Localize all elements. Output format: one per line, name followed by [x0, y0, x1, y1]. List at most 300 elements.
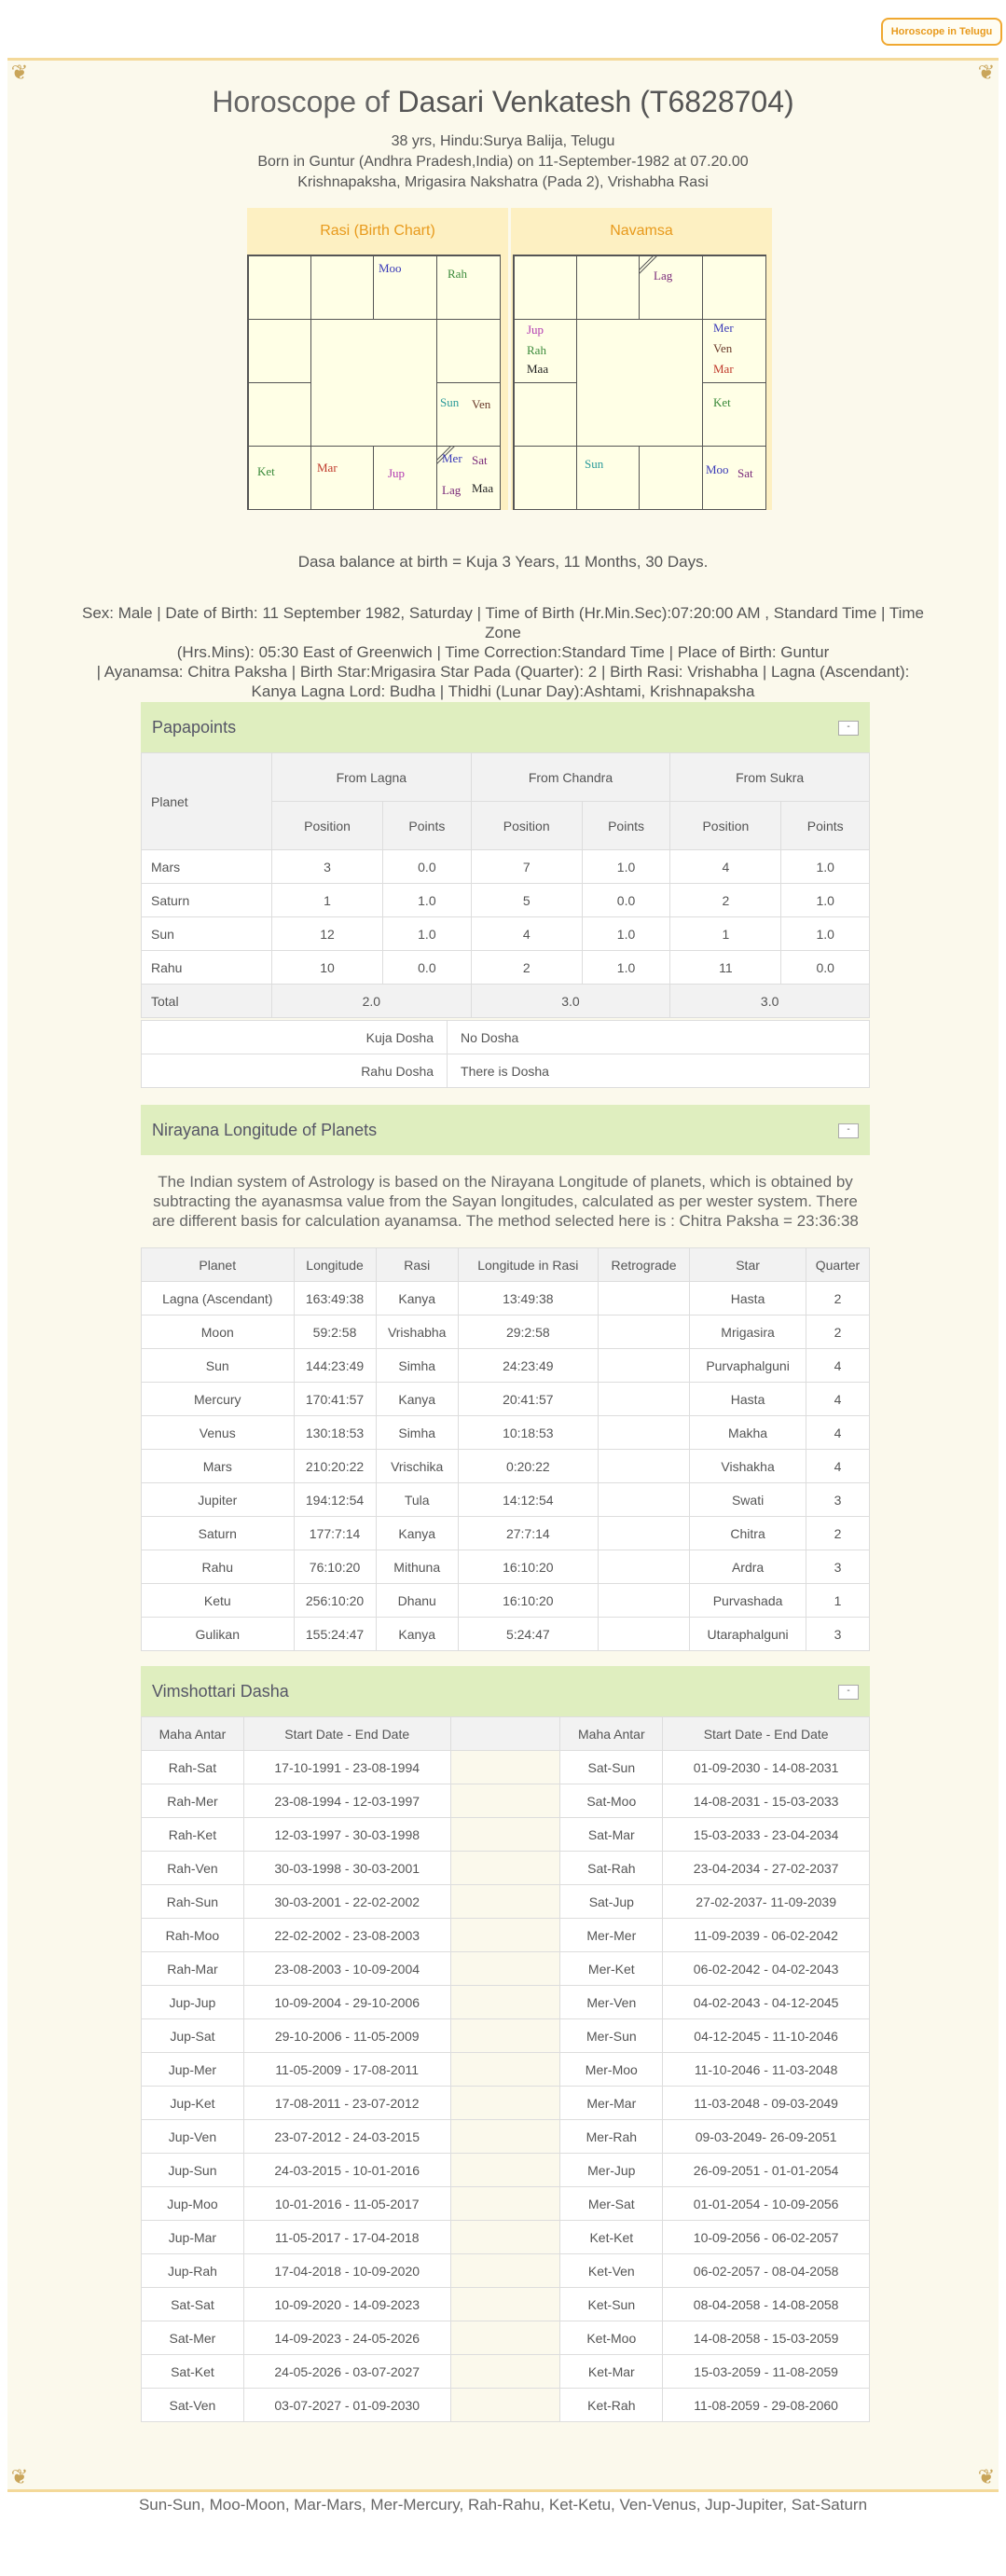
spacer-cell: [450, 2389, 560, 2422]
maha-antar-cell: Jup-Sat: [142, 2019, 244, 2053]
maha-antar-cell: Mer-Sat: [560, 2187, 663, 2221]
table-row: [142, 1517, 870, 1550]
date-range-cell: 11-10-2046 - 11-03-2048: [663, 2053, 870, 2087]
table-row: [142, 2288, 870, 2321]
table-row: [142, 1885, 870, 1919]
table-row: [142, 2389, 870, 2422]
date-range-cell: 17-04-2018 - 10-09-2020: [243, 2254, 450, 2288]
nirayana-cell: Kanya: [376, 1383, 458, 1416]
table-row: [142, 850, 870, 884]
nirayana-header: [141, 1105, 870, 1155]
nirayana-col-header: Rasi: [376, 1248, 458, 1282]
maha-antar-cell: Ket-Ket: [560, 2221, 663, 2254]
planet-name-cell: Mars: [142, 850, 272, 884]
total-value: 2.0: [272, 985, 472, 1018]
nirayana-cell: 20:41:57: [458, 1383, 598, 1416]
nirayana-cell: [598, 1349, 689, 1383]
vimshottari-collapse-button[interactable]: -: [838, 1685, 859, 1700]
nirayana-cell: Chitra: [690, 1517, 806, 1550]
vimshottari-col-header: Maha Antar: [560, 1717, 663, 1751]
value-cell: 1.0: [781, 850, 870, 884]
nirayana-cell: 5:24:47: [458, 1618, 598, 1651]
papapoints-table: [141, 752, 870, 1018]
date-range-cell: 11-09-2039 - 06-02-2042: [663, 1919, 870, 1952]
dosha-row: [142, 1021, 870, 1054]
value-cell: 0.0: [781, 951, 870, 985]
navamsa-house: [576, 446, 640, 510]
value-cell: 4: [670, 850, 781, 884]
nirayana-cell: Mrigasira: [690, 1316, 806, 1349]
maha-antar-cell: Sat-Moo: [560, 1784, 663, 1818]
nirayana-cell: 14:12:54: [458, 1483, 598, 1517]
value-cell: 0.0: [582, 884, 670, 917]
rasi-planet-sun: Sun: [440, 395, 460, 409]
col-planet: Planet: [142, 753, 272, 850]
nirayana-col-header: Longitude: [294, 1248, 376, 1282]
nirayana-cell: Simha: [376, 1416, 458, 1450]
table-row: [142, 2019, 870, 2053]
nirayana-cell: 170:41:57: [294, 1383, 376, 1416]
maha-antar-cell: Rah-Sat: [142, 1751, 244, 1784]
nirayana-cell: Mars: [142, 1450, 295, 1483]
nirayana-cell: Lagna (Ascendant): [142, 1282, 295, 1316]
vimshottari-table: [141, 1716, 870, 2422]
nirayana-cell: 2: [806, 1282, 869, 1316]
dosha-row: [142, 1054, 870, 1088]
spacer-header: [450, 1717, 560, 1751]
date-range-cell: 01-01-2054 - 10-09-2056: [663, 2187, 870, 2221]
navamsa-house: [514, 446, 577, 510]
navamsa-grid: [513, 255, 766, 510]
navamsa-house: [514, 382, 577, 447]
nirayana-cell: [598, 1282, 689, 1316]
nirayana-cell: 3: [806, 1618, 869, 1651]
spacer-cell: [450, 1852, 560, 1885]
value-cell: 4: [471, 917, 582, 951]
nirayana-cell: Vrischika: [376, 1450, 458, 1483]
table-row: [142, 2187, 870, 2221]
spacer-cell: [450, 2019, 560, 2053]
nirayana-col-header: Retrograde: [598, 1248, 689, 1282]
papapoints-title: Papapoints: [152, 718, 237, 737]
maha-antar-cell: Ket-Moo: [560, 2321, 663, 2355]
maha-antar-cell: Jup-Ven: [142, 2120, 244, 2154]
col-position: Position: [670, 802, 781, 850]
date-range-cell: 14-08-2031 - 15-03-2033: [663, 1784, 870, 1818]
table-row: [142, 1282, 870, 1316]
maha-antar-cell: Mer-Jup: [560, 2154, 663, 2187]
value-cell: 3: [272, 850, 383, 884]
col-from-chandra: From Chandra: [471, 753, 670, 802]
date-range-cell: 11-03-2048 - 09-03-2049: [663, 2087, 870, 2120]
dosha-table: [141, 1020, 870, 1088]
date-range-cell: 26-09-2051 - 01-01-2054: [663, 2154, 870, 2187]
navamsa-planet-ven: Ven: [713, 341, 733, 355]
navamsa-chart-body: [511, 255, 772, 510]
maha-antar-cell: Rah-Moo: [142, 1919, 244, 1952]
date-range-cell: 03-07-2027 - 01-09-2030: [243, 2389, 450, 2422]
top-bar: [0, 0, 1006, 58]
nirayana-cell: Sun: [142, 1349, 295, 1383]
navamsa-planet-lag: Lag: [654, 269, 673, 282]
table-row: [142, 1784, 870, 1818]
nirayana-cell: Saturn: [142, 1517, 295, 1550]
maha-antar-cell: Rah-Mer: [142, 1784, 244, 1818]
spacer-cell: [450, 2355, 560, 2389]
rasi-chart-body: [247, 255, 508, 510]
total-row: [142, 985, 870, 1018]
rasi-house: [436, 382, 501, 447]
vimshottari-panel: [141, 1666, 870, 2422]
details-line-2: (Hrs.Mins): 05:30 East of Greenwich | Time Correction:Standard Time | Place of Birth: Guntur: [176, 643, 830, 661]
date-range-cell: 15-03-2059 - 11-08-2059: [663, 2355, 870, 2389]
rasi-house: [436, 255, 501, 320]
navamsa-house: [639, 446, 703, 510]
spacer-cell: [450, 2120, 560, 2154]
nirayana-cell: Utaraphalguni: [690, 1618, 806, 1651]
rasi-planet-jup: Jup: [388, 466, 406, 480]
nirayana-cell: 194:12:54: [294, 1483, 376, 1517]
value-cell: 5: [471, 884, 582, 917]
planet-abbreviations: Sun-Sun, Moo-Moon, Mar-Mars, Mer-Mercury, Rah-Rahu, Ket-Ketu, Ven-Venus, Jup-Jupiter, Sat-Saturn: [138, 2496, 868, 2514]
nirayana-cell: 27:7:14: [458, 1517, 598, 1550]
nirayana-cell: 163:49:38: [294, 1282, 376, 1316]
spacer-cell: [450, 2154, 560, 2187]
table-row: [142, 1751, 870, 1784]
total-value: 3.0: [471, 985, 670, 1018]
maha-antar-cell: Jup-Rah: [142, 2254, 244, 2288]
rasi-planet-lag: Lag: [442, 483, 462, 497]
navamsa-planet-rah: Rah: [527, 343, 546, 357]
value-cell: 11: [670, 951, 781, 985]
nirayana-cell: Dhanu: [376, 1584, 458, 1618]
ornament-corner-icon: ❦: [10, 61, 29, 84]
spacer-cell: [450, 2254, 560, 2288]
table-row: [142, 1349, 870, 1383]
vimshottari-col-header: Maha Antar: [142, 1717, 244, 1751]
nirayana-cell: Hasta: [690, 1383, 806, 1416]
nirayana-cell: 3: [806, 1550, 869, 1584]
nirayana-cell: 177:7:14: [294, 1517, 376, 1550]
navamsa-planet-ket: Ket: [713, 395, 731, 409]
date-range-cell: 10-09-2020 - 14-09-2023: [243, 2288, 450, 2321]
maha-antar-cell: Sat-Mer: [142, 2321, 244, 2355]
maha-antar-cell: Mer-Moo: [560, 2053, 663, 2087]
table-row: [142, 1618, 870, 1651]
date-range-cell: 14-09-2023 - 24-05-2026: [243, 2321, 450, 2355]
maha-antar-cell: Sat-Sun: [560, 1751, 663, 1784]
rasi-grid: [247, 255, 501, 510]
col-points: Points: [383, 802, 472, 850]
nirayana-cell: [598, 1450, 689, 1483]
maha-antar-cell: Sat-Ven: [142, 2389, 244, 2422]
date-range-cell: 23-08-1994 - 12-03-1997: [243, 1784, 450, 1818]
dosha-value: There is Dosha: [448, 1054, 870, 1088]
maha-antar-cell: Mer-Mar: [560, 2087, 663, 2120]
dosha-label: Kuja Dosha: [142, 1021, 448, 1054]
rasi-house: [310, 255, 374, 320]
page-title: [7, 85, 999, 119]
table-row: [142, 1550, 870, 1584]
nirayana-cell: Purvaphalguni: [690, 1349, 806, 1383]
subtitle-line-1: 38 yrs, Hindu:Surya Balija, Telugu: [391, 133, 615, 149]
maha-antar-cell: Sat-Jup: [560, 1885, 663, 1919]
navamsa-chart-title: Navamsa: [511, 208, 772, 255]
nirayana-cell: 144:23:49: [294, 1349, 376, 1383]
nirayana-cell: Hasta: [690, 1282, 806, 1316]
spacer-cell: [450, 2221, 560, 2254]
date-range-cell: 15-03-2033 - 23-04-2034: [663, 1818, 870, 1852]
col-position: Position: [272, 802, 383, 850]
nirayana-cell: Purvashada: [690, 1584, 806, 1618]
table-row: [142, 2355, 870, 2389]
maha-antar-cell: Jup-Jup: [142, 1986, 244, 2019]
date-range-cell: 10-09-2004 - 29-10-2006: [243, 1986, 450, 2019]
vimshottari-col-header: Start Date - End Date: [243, 1717, 450, 1751]
nirayana-cell: 4: [806, 1450, 869, 1483]
nirayana-cell: 2: [806, 1517, 869, 1550]
birth-details: [63, 603, 943, 701]
table-row: [142, 884, 870, 917]
date-range-cell: 06-02-2042 - 04-02-2043: [663, 1952, 870, 1986]
date-range-cell: 11-08-2059 - 29-08-2060: [663, 2389, 870, 2422]
date-range-cell: 23-08-2003 - 10-09-2004: [243, 1952, 450, 1986]
table-row: [142, 1919, 870, 1952]
details-line-3: | Ayanamsa: Chitra Paksha | Birth Star:Mrigasira Star Pada (Quarter): 2 | Birth Rasi: Vrishabha | Lagna (Ascendant):: [96, 663, 910, 681]
papapoints-header: [141, 702, 870, 752]
horoscope-frame: [7, 58, 999, 2514]
spacer-cell: [450, 1885, 560, 1919]
nirayana-cell: Swati: [690, 1483, 806, 1517]
spacer-cell: [450, 2288, 560, 2321]
ornament-corner-icon: ❦: [10, 2465, 29, 2488]
maha-antar-cell: Rah-Ket: [142, 1818, 244, 1852]
rasi-planet-mer: Mer: [442, 451, 462, 465]
value-cell: 10: [272, 951, 383, 985]
rasi-planet-ven: Ven: [472, 397, 491, 411]
value-cell: 1.0: [781, 917, 870, 951]
papapoints-panel: [141, 702, 870, 1088]
date-range-cell: 30-03-2001 - 22-02-2002: [243, 1885, 450, 1919]
value-cell: 1.0: [383, 884, 472, 917]
dosha-label: Rahu Dosha: [142, 1054, 448, 1088]
table-row: [142, 2321, 870, 2355]
date-range-cell: 17-10-1991 - 23-08-1994: [243, 1751, 450, 1784]
nirayana-cell: 256:10:20: [294, 1584, 376, 1618]
nirayana-cell: 4: [806, 1416, 869, 1450]
spacer-cell: [450, 2187, 560, 2221]
navamsa-planet-maa: Maa: [527, 362, 549, 376]
table-row: [142, 2087, 870, 2120]
table-row: [142, 1584, 870, 1618]
maha-antar-cell: Mer-Rah: [560, 2120, 663, 2154]
nirayana-cell: 3: [806, 1483, 869, 1517]
rasi-chart: [247, 208, 508, 510]
maha-antar-cell: Rah-Mar: [142, 1952, 244, 1986]
col-from-lagna: From Lagna: [272, 753, 472, 802]
nirayana-cell: 16:10:20: [458, 1584, 598, 1618]
total-label: Total: [142, 985, 272, 1018]
nirayana-cell: Mithuna: [376, 1550, 458, 1584]
rasi-house: [248, 382, 311, 447]
value-cell: 12: [272, 917, 383, 951]
nirayana-cell: Jupiter: [142, 1483, 295, 1517]
value-cell: 1.0: [781, 884, 870, 917]
date-range-cell: 27-02-2037- 11-09-2039: [663, 1885, 870, 1919]
maha-antar-cell: Ket-Mar: [560, 2355, 663, 2389]
papapoints-collapse-button[interactable]: -: [838, 721, 859, 736]
horoscope-telugu-button[interactable]: Horoscope in Telugu: [881, 18, 1002, 46]
nirayana-cell: Kanya: [376, 1282, 458, 1316]
nirayana-cell: 1: [806, 1584, 869, 1618]
details-line-1: Sex: Male | Date of Birth: 11 September 1982, Saturday | Time of Birth (Hr.Min.Sec):07:20:00 AM , Standard Time | Time Zone: [81, 604, 924, 641]
nirayana-title: Nirayana Longitude of Planets: [152, 1121, 378, 1139]
maha-antar-cell: Jup-Moo: [142, 2187, 244, 2221]
ornament-corner-icon: ❦: [977, 2465, 996, 2488]
nirayana-cell: Kanya: [376, 1618, 458, 1651]
navamsa-house: [702, 446, 766, 510]
nirayana-cell: 13:49:38: [458, 1282, 598, 1316]
planet-name-cell: Saturn: [142, 884, 272, 917]
rasi-house: [310, 446, 374, 510]
date-range-cell: 10-01-2016 - 11-05-2017: [243, 2187, 450, 2221]
nirayana-collapse-button[interactable]: -: [838, 1123, 859, 1138]
nirayana-cell: 130:18:53: [294, 1416, 376, 1450]
dosha-value: No Dosha: [448, 1021, 870, 1054]
col-points: Points: [781, 802, 870, 850]
date-range-cell: 22-02-2002 - 23-08-2003: [243, 1919, 450, 1952]
maha-antar-cell: Jup-Mar: [142, 2221, 244, 2254]
navamsa-house: [576, 255, 640, 320]
value-cell: 7: [471, 850, 582, 884]
date-range-cell: 17-08-2011 - 23-07-2012: [243, 2087, 450, 2120]
nirayana-cell: [598, 1550, 689, 1584]
table-row: [142, 1483, 870, 1517]
nirayana-cell: 76:10:20: [294, 1550, 376, 1584]
date-range-cell: 08-04-2058 - 14-08-2058: [663, 2288, 870, 2321]
value-cell: 1.0: [582, 850, 670, 884]
table-row: [142, 1818, 870, 1852]
rasi-house: [248, 255, 311, 320]
value-cell: 1: [272, 884, 383, 917]
maha-antar-cell: Rah-Sun: [142, 1885, 244, 1919]
maha-antar-cell: Sat-Mar: [560, 1818, 663, 1852]
table-row: [142, 951, 870, 985]
spacer-cell: [450, 1952, 560, 1986]
table-row: [142, 1986, 870, 2019]
nirayana-cell: Rahu: [142, 1550, 295, 1584]
table-row: [142, 2154, 870, 2187]
nirayana-cell: [598, 1584, 689, 1618]
col-points: Points: [582, 802, 670, 850]
maha-antar-cell: Rah-Ven: [142, 1852, 244, 1885]
nirayana-col-header: Longitude in Rasi: [458, 1248, 598, 1282]
rasi-planet-maa: Maa: [472, 481, 494, 495]
nirayana-cell: Mercury: [142, 1383, 295, 1416]
person-name: Dasari Venkatesh (T6828704): [397, 85, 794, 118]
spacer-cell: [450, 1784, 560, 1818]
rasi-planet-sat: Sat: [472, 453, 488, 467]
spacer-cell: [450, 1919, 560, 1952]
spacer-cell: [450, 1818, 560, 1852]
maha-antar-cell: Jup-Mer: [142, 2053, 244, 2087]
nirayana-col-header: Quarter: [806, 1248, 869, 1282]
navamsa-planet-moo: Moo: [706, 462, 729, 476]
nirayana-cell: Simha: [376, 1349, 458, 1383]
navamsa-planet-sun: Sun: [585, 457, 604, 471]
nirayana-cell: Vishakha: [690, 1450, 806, 1483]
nirayana-cell: [598, 1517, 689, 1550]
date-range-cell: 04-12-2045 - 11-10-2046: [663, 2019, 870, 2053]
nirayana-cell: Ardra: [690, 1550, 806, 1584]
table-row: [142, 1316, 870, 1349]
nirayana-cell: 29:2:58: [458, 1316, 598, 1349]
maha-antar-cell: Sat-Sat: [142, 2288, 244, 2321]
maha-antar-cell: Jup-Ket: [142, 2087, 244, 2120]
table-row: [142, 2254, 870, 2288]
rasi-house: [373, 446, 437, 510]
spacer-cell: [450, 2053, 560, 2087]
navamsa-house: [514, 255, 577, 320]
nirayana-panel: [141, 1105, 870, 1651]
rasi-planet-moo: Moo: [379, 261, 402, 275]
nirayana-cell: [598, 1383, 689, 1416]
navamsa-chart: [511, 208, 772, 510]
value-cell: 0.0: [383, 951, 472, 985]
nirayana-cell: Ketu: [142, 1584, 295, 1618]
date-range-cell: 23-07-2012 - 24-03-2015: [243, 2120, 450, 2154]
table-row: [142, 917, 870, 951]
nirayana-cell: 0:20:22: [458, 1450, 598, 1483]
date-range-cell: 23-04-2034 - 27-02-2037: [663, 1852, 870, 1885]
subtitle-line-3: Krishnapaksha, Mrigasira Nakshatra (Pada 2), Vrishabha Rasi: [297, 174, 709, 190]
nirayana-cell: 2: [806, 1316, 869, 1349]
nirayana-cell: 210:20:22: [294, 1450, 376, 1483]
maha-antar-cell: Jup-Sun: [142, 2154, 244, 2187]
maha-antar-cell: Mer-Ven: [560, 1986, 663, 2019]
date-range-cell: 14-08-2058 - 15-03-2059: [663, 2321, 870, 2355]
nirayana-description: The Indian system of Astrology is based on the Nirayana Longitude of planets, which is obtained by subtracting the ayanasmsa value from the Sayan longitudes, calculated as per wester system. There are different basis for calculation ayanamsa. The method selected here is : Chitra Paksha = 23:36:38: [152, 1173, 859, 1230]
spacer-cell: [450, 1986, 560, 2019]
date-range-cell: 29-10-2006 - 11-05-2009: [243, 2019, 450, 2053]
date-range-cell: 24-03-2015 - 10-01-2016: [243, 2154, 450, 2187]
spacer-cell: [450, 1751, 560, 1784]
maha-antar-cell: Mer-Sun: [560, 2019, 663, 2053]
nirayana-cell: 4: [806, 1383, 869, 1416]
col-from-sukra: From Sukra: [670, 753, 870, 802]
subtitle-line-2: Born in Guntur (Andhra Pradesh,India) on 11-September-1982 at 07.20.00: [257, 154, 749, 170]
rasi-house: [248, 319, 311, 383]
maha-antar-cell: Ket-Ven: [560, 2254, 663, 2288]
navamsa-planet-mar: Mar: [713, 362, 734, 376]
maha-antar-cell: Ket-Rah: [560, 2389, 663, 2422]
maha-antar-cell: Mer-Ket: [560, 1952, 663, 1986]
value-cell: 1.0: [582, 951, 670, 985]
date-range-cell: 10-09-2056 - 06-02-2057: [663, 2221, 870, 2254]
table-row: [142, 2120, 870, 2154]
dasa-balance: Dasa balance at birth = Kuja 3 Years, 11 Months, 30 Days.: [297, 553, 709, 571]
ornament-corner-icon: ❦: [977, 61, 996, 84]
nirayana-cell: 4: [806, 1349, 869, 1383]
table-row: [142, 2221, 870, 2254]
nirayana-cell: Makha: [690, 1416, 806, 1450]
value-cell: 1: [670, 917, 781, 951]
maha-antar-cell: Sat-Rah: [560, 1852, 663, 1885]
navamsa-planet-mer: Mer: [713, 321, 734, 335]
nirayana-cell: [598, 1483, 689, 1517]
table-row: [142, 1450, 870, 1483]
navamsa-house: [702, 382, 766, 447]
